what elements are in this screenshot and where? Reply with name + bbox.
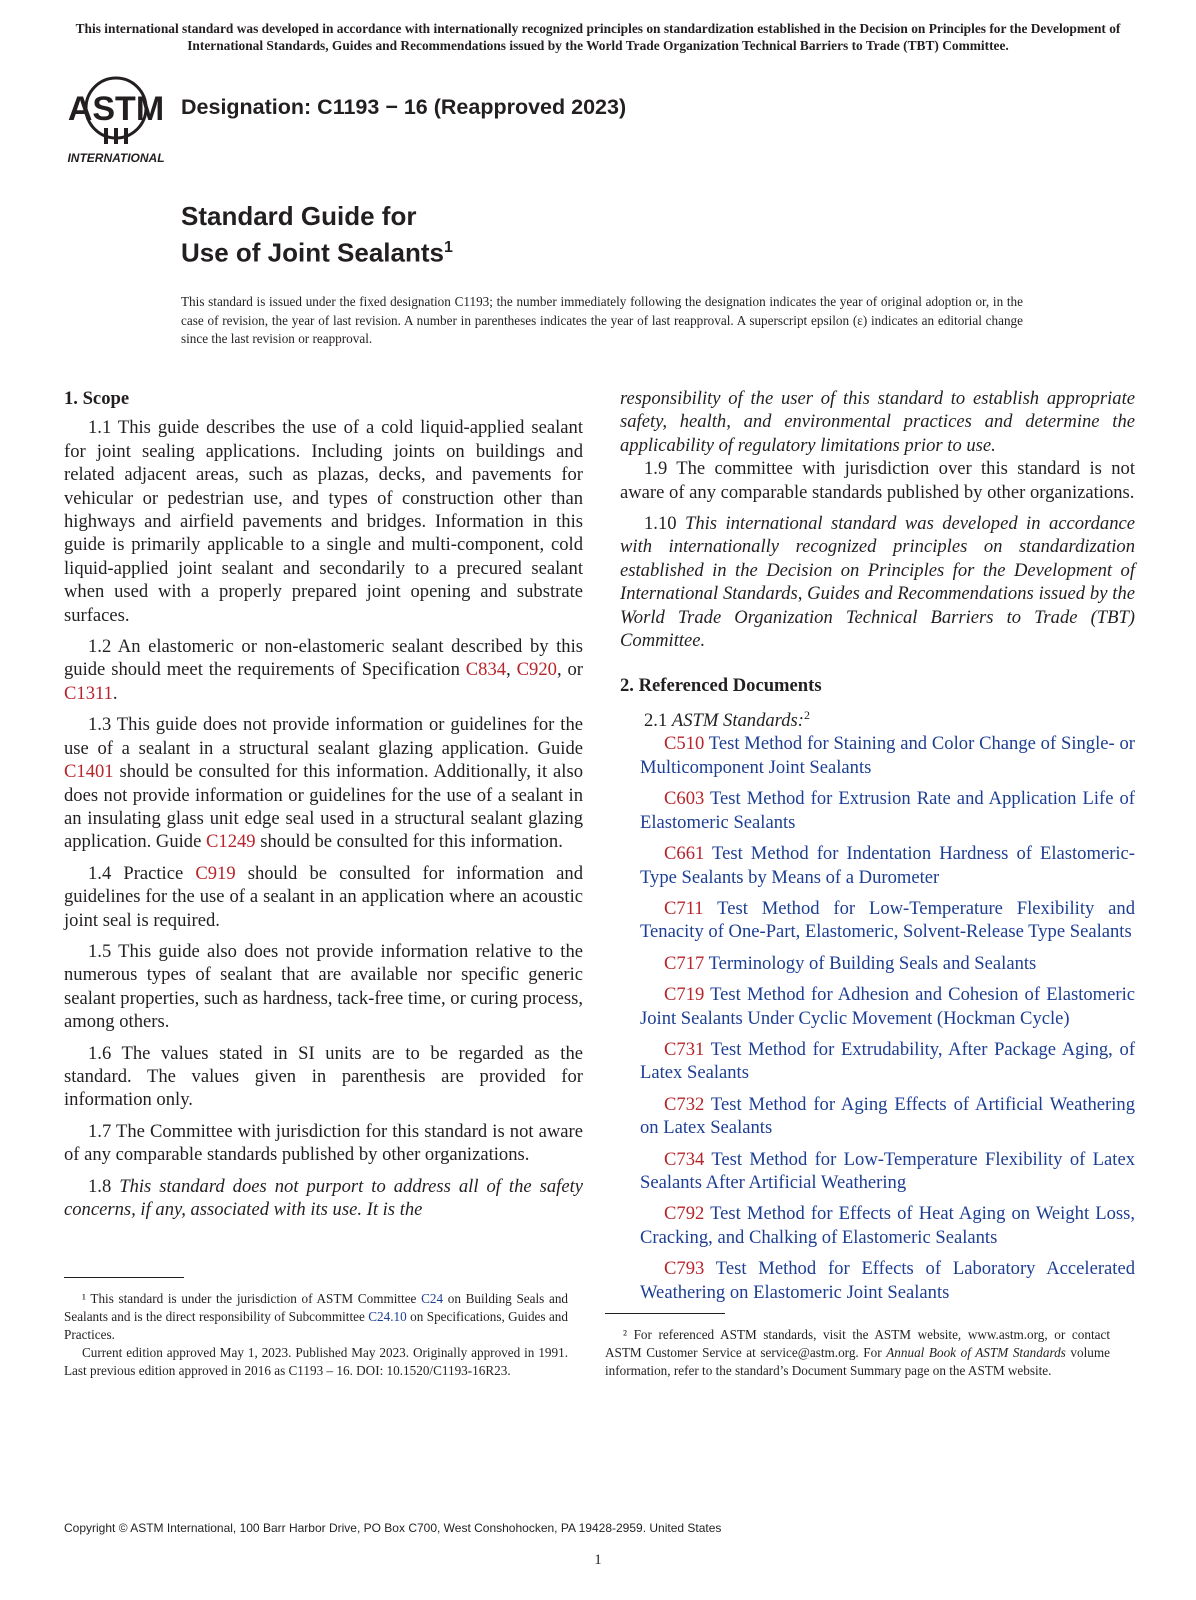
referenced-heading: 2. Referenced Documents: [620, 675, 822, 697]
reference-title-link[interactable]: Test Method for Aging Effects of Artificial Weathering on Latex Sealants: [640, 1093, 1135, 1139]
para-1-8-cont: responsibility of the user of this standard to establish appropriate safety, health, and environmental practices and determine the applicability of regulatory limitations prior to use.: [620, 388, 1135, 456]
reference-title-link[interactable]: Test Method for Extrusion Rate and Application Life of Elastomeric Sealants: [640, 788, 1135, 833]
link-c1249[interactable]: C1249: [206, 831, 256, 853]
page-number: 1: [594, 1552, 602, 1568]
reference-title-link[interactable]: Test Method for Effects of Heat Aging on Weight Loss, Cracking, and Chalking of Elastomeric Sealants: [640, 1203, 1135, 1248]
reference-code-link[interactable]: C711: [664, 897, 704, 919]
reference-title-link[interactable]: Test Method for Effects of Laboratory Accelerated Weathering on Elastomeric Joint Sealants: [640, 1258, 1136, 1303]
reference-item: [620, 1038, 1135, 1085]
reference-code-link[interactable]: C603: [664, 788, 705, 810]
para-1-7: 1.7 The Committee with jurisdiction for this standard is not aware of any comparable standards published by other organizations.: [64, 1120, 583, 1166]
reference-title-link[interactable]: Test Method for Extrudability, After Package Aging, of Latex Sealants: [640, 1038, 1136, 1084]
para-1-8-start: 1.8 This standard does not purport to address all of the safety concerns, if any, associated with its use. It is the: [64, 1175, 583, 1220]
reference-title-link[interactable]: Terminology of Building Seals and Sealants: [708, 952, 1037, 974]
svg-text:ASTM: ASTM: [67, 90, 165, 128]
right-column: [620, 387, 1135, 1312]
reference-code-link[interactable]: C661: [664, 843, 705, 865]
issued-note: This standard is issued under the fixed designation C1193; the number immediately following the designation indicates the year of original adoption or, in the case of revision, the year of last revision. A number in parentheses indicates the year of last reapproval. A superscript epsilon (ε) indicates an editorial change since the last revision or reapproval.: [181, 294, 1023, 346]
para-1-3: 1.3 This guide does not provide information or guidelines for the use of a sealant in a structural sealant glazing application. Guide C1401 should be consulted for this information. Additionally, it also does not provide information or guidelines for the use of a sealant in an insulating glass unit edge seal used in a structural sealant glazing application. Guide C1249 should be consulted for this information.: [64, 714, 583, 853]
reference-list: [620, 732, 1135, 1304]
link-c919[interactable]: C919: [195, 862, 236, 884]
para-1-10: 1.10 This international standard was developed in accordance with internationally recognized principles on standardization established in the Decision on Principles for the Development of International Standards, Guides and Recommendations issued by the World Trade Organization Technical Barriers to Trade (TBT) Committee.: [620, 513, 1136, 652]
footnote-rule-right: [605, 1313, 725, 1314]
link-c1401[interactable]: C1401: [64, 761, 114, 783]
reference-code-link[interactable]: C793: [664, 1258, 705, 1280]
reference-item: [620, 983, 1135, 1030]
designation: Designation: C1193 − 16 (Reapproved 2023): [181, 95, 627, 119]
reference-item: [620, 897, 1135, 944]
title-line2: Use of Joint Sealants: [181, 237, 444, 268]
reference-title-link[interactable]: Test Method for Indentation Hardness of Elastomeric-Type Sealants by Means of a Durometer: [640, 843, 1136, 888]
reference-title-link[interactable]: Test Method for Adhesion and Cohesion of Elastomeric Joint Sealants Under Cyclic Movement (Hockman Cycle): [640, 984, 1135, 1029]
reference-item: [620, 952, 1135, 975]
link-c834[interactable]: C834: [465, 659, 507, 681]
reference-title-link[interactable]: Test Method for Low-Temperature Flexibility of Latex Sealants After Artificial Weathering: [640, 1148, 1136, 1193]
reference-code-link[interactable]: C717: [664, 952, 705, 974]
link-c24[interactable]: C24: [421, 1291, 444, 1306]
reference-code-link[interactable]: C792: [664, 1203, 705, 1225]
footnote-rule-left: [64, 1277, 184, 1278]
footnote-2: ² For referenced ASTM standards, visit the ASTM website, www.astm.org, or contact ASTM Customer Service at service@astm.org. For Annual Book of ASTM Standards volume information, refer to the standard’s Document Summary page on the ASTM website.: [605, 1327, 1110, 1378]
reference-item: [620, 1202, 1135, 1249]
reference-code-link[interactable]: C734: [664, 1148, 705, 1170]
reference-item: [620, 842, 1135, 889]
copyright: Copyright © ASTM International, 100 Barr Harbor Drive, PO Box C700, West Conshohocken, PA 19428-2959. United States: [64, 1521, 722, 1535]
reference-code-link[interactable]: C510: [664, 733, 705, 755]
scope-heading: 1. Scope: [64, 388, 130, 409]
reference-item: [620, 1257, 1135, 1304]
para-1-5: 1.5 This guide also does not provide information relative to the numerous types of sealant that are available nor specific generic sealant properties, such as hardness, tack-free time, or curing process, among others.: [64, 940, 583, 1033]
footnote-2-mark[interactable]: 2: [803, 707, 810, 722]
left-column: [64, 387, 583, 1229]
title-line1: Standard Guide for: [181, 201, 417, 231]
link-c1311[interactable]: C1311: [64, 682, 113, 704]
reference-item: [620, 1148, 1135, 1195]
para-1-6: 1.6 The values stated in SI units are to be regarded as the standard. The values given in parenthesis are provided for information only.: [64, 1042, 583, 1111]
reference-code-link[interactable]: C719: [664, 984, 705, 1006]
astm-logo: [60, 70, 172, 168]
link-c920[interactable]: C920: [516, 659, 557, 681]
para-1-4: 1.4 Practice C919 should be consulted for information and guidelines for the use of a sealant in an application where an acoustic joint seal is required.: [64, 862, 583, 931]
reference-title-link[interactable]: Test Method for Low-Temperature Flexibility and Tenacity of One-Part, Elastomeric, Solvent-Release Type Sealants: [640, 897, 1135, 943]
link-c24-10[interactable]: C24.10: [368, 1309, 407, 1324]
top-note: This international standard was developed in accordance with internationally recognized principles on standardization established in the Decision on Principles for the Development of International Standards, Guides and Recommendations issued by the World Trade Organization Technical Barriers to Trade (TBT) Committee.: [75, 21, 1121, 53]
para-1-1: 1.1 This guide describes the use of a cold liquid-applied sealant for joint sealing applications. Including joints on buildings and related adjacent areas, such as plazas, decks, and pavements for vehicular or pedestrian use, and types of construction other than highways and airfield pavements and bridges. Information in this guide is primarily applicable to a single and multi-component, cold liquid-applied joint sealant and secondarily to a precured sealant when used with a properly prepared joint opening and substrate surfaces.: [64, 417, 583, 626]
para-1-9: 1.9 The committee with jurisdiction over this standard is not aware of any comparable standards published by other organizations.: [620, 458, 1135, 503]
reference-item: [620, 732, 1135, 779]
reference-code-link[interactable]: C732: [664, 1093, 705, 1115]
astm-standards-label: 2.1 ASTM Standards:$^2$: [644, 707, 810, 732]
para-1-2: 1.2 An elastomeric or non-elastomeric sealant described by this guide should meet the requirements of Specification C834, C920, or C1311.: [64, 636, 583, 704]
reference-item: [620, 787, 1135, 834]
reference-code-link[interactable]: C731: [664, 1038, 705, 1060]
reference-title-link[interactable]: Test Method for Staining and Color Change of Single- or Multicomponent Joint Sealants: [640, 733, 1135, 778]
title-footnote-mark[interactable]: 1: [443, 239, 453, 256]
page-title: [181, 200, 453, 269]
reference-item: [620, 1093, 1135, 1140]
logo-text: INTERNATIONAL: [67, 151, 165, 165]
footnote-1: ¹ This standard is under the jurisdiction of ASTM Committee C24 on Building Seals and Sealants and is the direct responsibility of Subcommittee C24.10 on Specifications, Guides and Practices. Current edition approved May 1, 2023. Published May 2023. Originally approved in 1991. Last previous edition approved in 2016 as C1193 – 16. DOI: 10.1520/C1193-16R23.: [64, 1291, 569, 1378]
